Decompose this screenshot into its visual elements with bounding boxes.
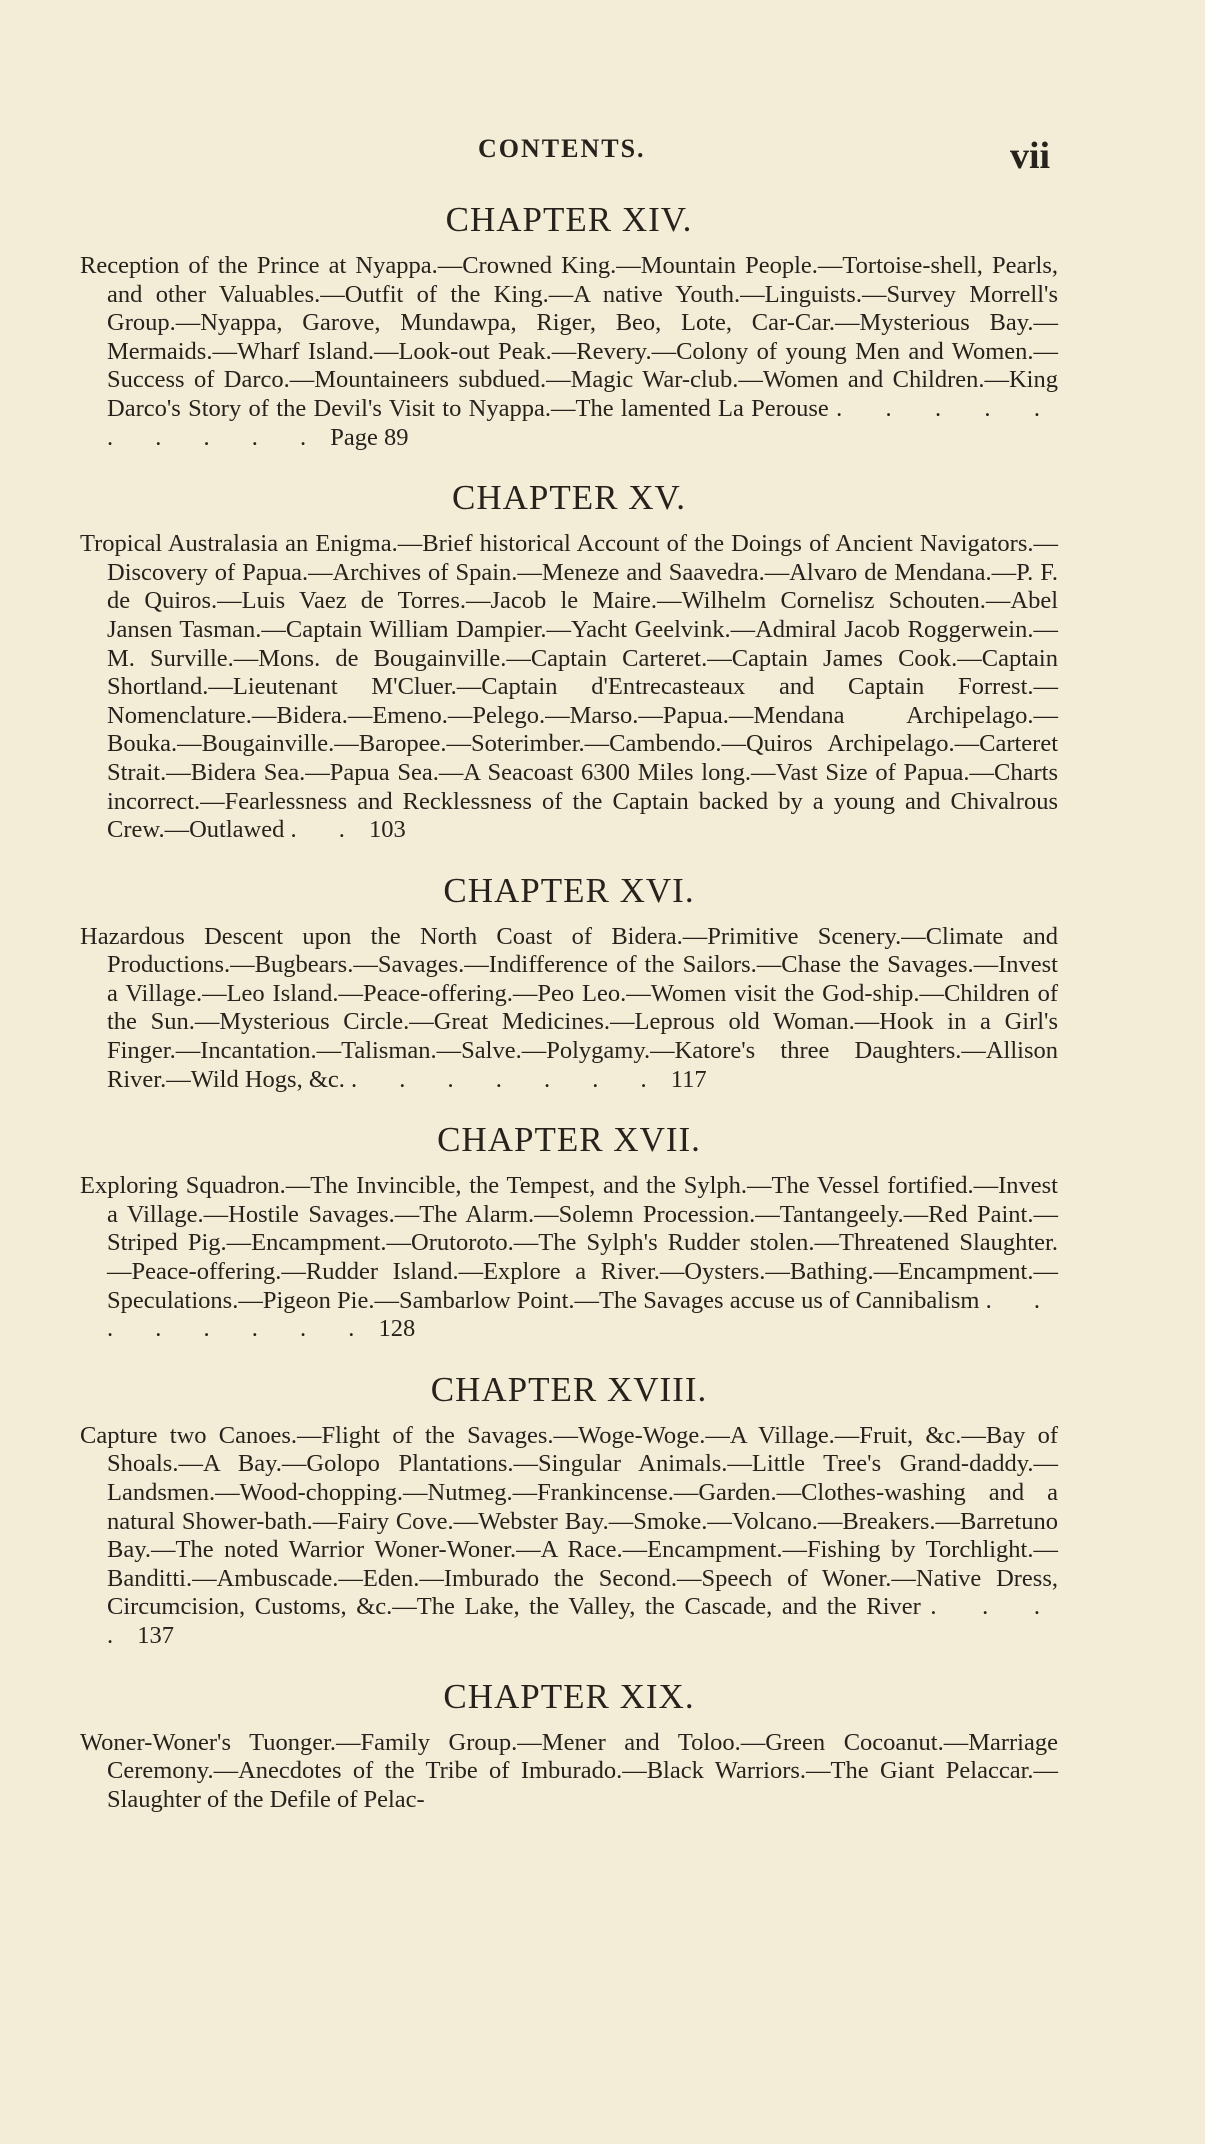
chapter-summary-text: Tropical Australasia an Enigma.—Brief historical Account of the Doings of Ancient Navigators.—Discovery of Papua.—Archives of Spain.—Meneze and Saavedra.—Alvaro de Mendana.—P. F. de Quiros.—Luis Vaez de Torres.—Jacob le Maire.—Wilhelm Cornelisz Schouten.—Abel Jansen Tasman.—Captain William Dampier.—Yacht Geelvink.—Admiral Jacob Roggerwein.—M. Surville.—Mons. de Bougainville.—Captain Carteret.—Captain James Cook.—Captain Shortland.—Lieutenant M'Cluer.—Captain d'Entrecasteaux and Captain Forrest.—Nomenclature.—Bidera.—Emeno.—Pelego.—Marso.—Papua.—Mendana Archipelago.—Bouka.—Bougainville.—Baropee.—Soterimber.—Cambendo.—Quiros Archipelago.—Carteret Strait.—Bidera Sea.—Papua Sea.—A Seacoast 6300 Miles long.—Vast Size of Papua.—Charts incorrect.—Fearlessness and Recklessness of the Captain backed by a young and Chivalrous Crew.—Outlawed — [80, 530, 1058, 844]
page-number: vii — [1010, 135, 1051, 177]
chapter-title: CHAPTER XVII. — [437, 1120, 701, 1160]
chapter-entry — [80, 200, 1058, 452]
page-reference: 103 — [368, 816, 406, 844]
chapter-summary-text: Exploring Squadron.—The Invincible, the Tempest, and the Sylph.—The Vessel fortified.—Invest a Village.—Hostile Savages.—The Alarm.—Solemn Procession.—Tantangeely.—Red Paint.—Striped Pig.—Encampment.—Orutoroto.—The Sylph's Rudder stolen.—Threatened Slaughter.—Peace-offering.—Rudder Island.—Explore a River.—Oysters.—Bathing.—Encampment.—Speculations.—Pigeon Pie.—Sambarlow Point.—The Savages accuse us of Cannibalism — [80, 1172, 1058, 1314]
chapter-entry — [80, 1120, 1058, 1344]
page-reference: Page 89 — [330, 423, 409, 451]
chapter-summary — [80, 923, 1058, 1095]
page-reference: 137 — [137, 1621, 174, 1649]
chapter-entry — [80, 1370, 1058, 1651]
chapter-summary — [80, 530, 1058, 845]
chapter-summary — [80, 252, 1058, 452]
chapter-entry — [80, 1677, 1058, 1815]
chapter-summary-text: Hazardous Descent upon the North Coast of Bidera.—Primitive Scenery.—Climate and Productions.—Bugbears.—Savages.—Indifference of the Sailors.—Chase the Savages.—Invest a Village.—Leo Island.—Peace-offering.—Peo Leo.—Women visit the God-ship.—Children of the Sun.—Mysterious Circle.—Great Medicines.—Leprous old Woman.—Hook in a Girl's Finger.—Incantation.—Talisman.—Salve.—Polygamy.—Katore's three Daughters.—Allison River.—Wild Hogs, &c. — [80, 922, 1058, 1093]
chapter-title: CHAPTER XIV. — [445, 200, 693, 239]
dot-leader: . . . . . . . — [351, 1065, 665, 1093]
chapter-entry — [80, 478, 1058, 845]
chapter-title: CHAPTER XVI. — [443, 870, 695, 910]
chapter-summary — [80, 1422, 1058, 1651]
page-reference: 117 — [670, 1065, 707, 1093]
dot-leader: . . . . . . . . — [107, 1286, 1058, 1343]
dot-leader: . . . . — [107, 1593, 1058, 1649]
page-header — [0, 134, 1205, 184]
chapter-summary-text: Woner-Woner's Tuonger.—Family Group.—Mener and Toloo.—Green Cocoanut.—Marriage Ceremony.—Anecdotes of the Tribe of Imburado.—Black Warriors.—The Giant Pelaccar.—Slaughter of the Defile of Pelac- — [80, 1728, 1058, 1813]
chapter-summary — [80, 1729, 1058, 1815]
chapter-summary-text: Reception of the Prince at Nyappa.—Crowned King.—Mountain People.—Tortoise-shell, Pearls, and other Valuables.—Outfit of the King.—A native Youth.—Linguists.—Survey Morrell's Group.—Nyappa, Garove, Mundawpa, Riger, Beo, Lote, Car-Car.—Mysterious Bay.—Mermaids.—Wharf Island.—Look-out Peak.—Revery.—Colony of young Men and Women.—Success of Darco.—Mountaineers subdued.—Magic War-club.—Women and Children.—King Darco's Story of the Devil's Visit to Nyappa.—The lamented La Perouse — [80, 252, 1058, 422]
chapter-title: CHAPTER XV. — [451, 478, 686, 518]
chapter-title: CHAPTER XIX. — [443, 1676, 695, 1716]
contents-list — [80, 200, 1058, 1840]
dot-leader: . . . . . . . . . . — [107, 394, 1058, 451]
chapter-title: CHAPTER XVIII. — [430, 1369, 708, 1409]
dot-leader: . . — [290, 816, 363, 844]
running-head: CONTENTS. — [478, 134, 646, 163]
chapter-entry — [80, 871, 1058, 1095]
chapter-summary-text: Capture two Canoes.—Flight of the Savages.—Woge-Woge.—A Village.—Fruit, &c.—Bay of Shoals.—A Bay.—Golopo Plantations.—Singular Animals.—Little Tree's Grand-daddy.—Landsmen.—Wood-chopping.—Nutmeg.—Frankincense.—Garden.—Clothes-washing and a natural Shower-bath.—Fairy Cove.—Webster Bay.—Smoke.—Volcano.—Breakers.—Barretuno Bay.—The noted Warrior Woner-Woner.—A Race.—Encampment.—Fishing by Torchlight.—Banditti.—Ambuscade.—Eden.—Imburado the Second.—Speech of Woner.—Native Dress, Circumcision, Customs, &c.—The Lake, the Valley, the Cascade, and the River — [80, 1421, 1058, 1621]
page-reference: 128 — [378, 1315, 416, 1343]
chapter-summary — [80, 1172, 1058, 1344]
